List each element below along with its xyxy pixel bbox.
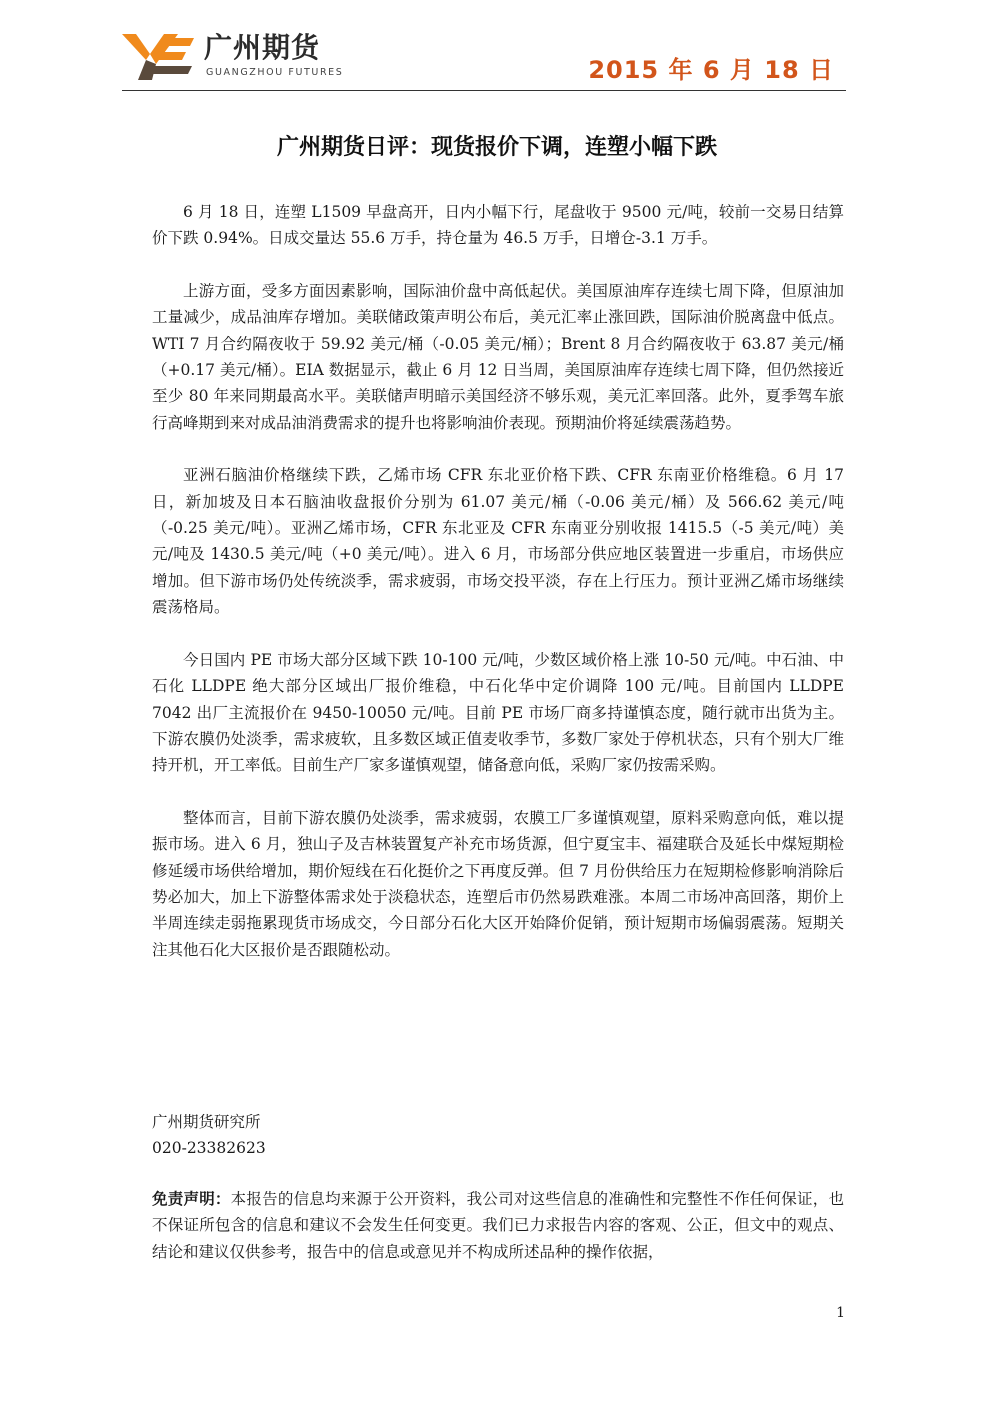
report-date: 2015 年 6 月 18 日 [588,56,834,84]
disclaimer [152,1186,844,1265]
ye-logo-icon [122,34,194,80]
brand-name: 广州期货 [204,31,321,64]
page-header [122,30,846,92]
disclaimer-label: 免责声明： [152,1190,231,1208]
paragraph-market-summary: 6 月 18 日，连塑 L1509 早盘高开，日内小幅下行，尾盘收于 9500 元/吨，较前一交易日结算价下跌 0.94%。日成交量达 55.6 万手，持仓量为 46.5 万手，日增仓-3.1 万手。 [152,203,844,248]
report-body [152,199,844,989]
paragraph-outlook: 整体而言，目前下游农膜仍处淡季，需求疲弱，农膜工厂多谨慎观望，原料采购意向低，难以提振市场。进入 6 月，独山子及吉林装置复产补充市场货源，但宁夏宝丰、福建联合及延长中煤短期检修延缓市场供给增加，期价短线在石化挺价之下再度反弹。但 7 月份供给压力在短期检修影响消除后势必加大，加上下游整体需求处于淡稳状态，连塑后市仍然易跌难涨。本周二市场冲高回落，期价上半周连续走弱拖累现货市场成交，今日部分石化大区开始降价促销，预计短期市场偏弱震荡。短期关注其他石化大区报价是否跟随松动。 [152,808,844,959]
signature-phone: 020-23382623 [152,1139,266,1158]
page-number: 1 [836,1305,845,1321]
paragraph-upstream: 上游方面，受多方面因素影响，国际油价盘中高低起伏。美国原油库存连续七周下降，但原油加工量减少，成品油库存增加。美联储政策声明公布后，美元汇率止涨回跌，国际油价脱离盘中低点。WTI 7 月合约隔夜收于 59.92 美元/桶（-0.05 美元/桶）；Brent 8 月合约隔夜收于 63.87 美元/桶（+0.17 美元/桶）。EIA 数据显示，截止 6 月 12 日当周，美国原油库存连续七周下降，但仍然接近至少 80 年来同期最高水平。美联储声明暗示美国经济不够乐观，美元汇率回落。此外，夏季驾车旅行高峰期到来对成品油消费需求的提升也将影响油价表现。预期油价将延续震荡趋势。 [152,281,844,432]
paragraph-domestic-pe: 今日国内 PE 市场大部分区域下跌 10-100 元/吨，少数区域价格上涨 10-50 元/吨。中石油、中石化 LLDPE 绝大部分区域出厂报价维稳，中石化华中定价调降 100 元/吨。目前国内 LLDPE 7042 出厂主流报价在 9450-10050 元/吨。目前 PE 市场厂商多持谨慎态度，随行就市出货为主。下游农膜仍处淡季，需求疲软，且多数区域正值麦收季节，多数厂家处于停机状态，只有个别大厂维持开机，开工率低。目前生产厂家多谨慎观望，储备意向低，采购厂家仍按需采购。 [152,650,844,775]
header-divider [122,90,846,91]
report-title: 广州期货日评：现货报价下调，连塑小幅下跌 [276,135,717,160]
signature-org: 广州期货研究所 [152,1113,261,1131]
disclaimer-text: 本报告的信息均来源于公开资料，我公司对这些信息的准确性和完整性不作任何保证，也不保证所包含的信息和建议不会发生任何变更。我们已力求报告内容的客观、公正，但文中的观点、结论和建议仅供参考，报告中的信息或意见并不构成所述品种的操作依据， [152,1190,844,1261]
brand-english-name: GUANGZHOU FUTURES [206,67,344,78]
paragraph-asia-naphtha: 亚洲石脑油价格继续下跌，乙烯市场 CFR 东北亚价格下跌、CFR 东南亚价格维稳。6 月 17 日，新加坡及日本石脑油收盘报价分别为 61.07 美元/桶（-0.06 美元/桶）及 566.62 美元/吨（-0.25 美元/吨）。亚洲乙烯市场，CFR 东北亚及 CFR 东南亚分别收报 1415.5（-5 美元/吨）美元/吨及 1430.5 美元/吨（+0 美元/吨）。进入 6 月，市场部分供应地区装置进一步重启，市场供应增加。但下游市场仍处传统淡季，需求疲弱，市场交投平淡，存在上行压力。预计亚洲乙烯市场继续震荡格局。 [152,466,844,617]
signature-block [152,1109,266,1162]
